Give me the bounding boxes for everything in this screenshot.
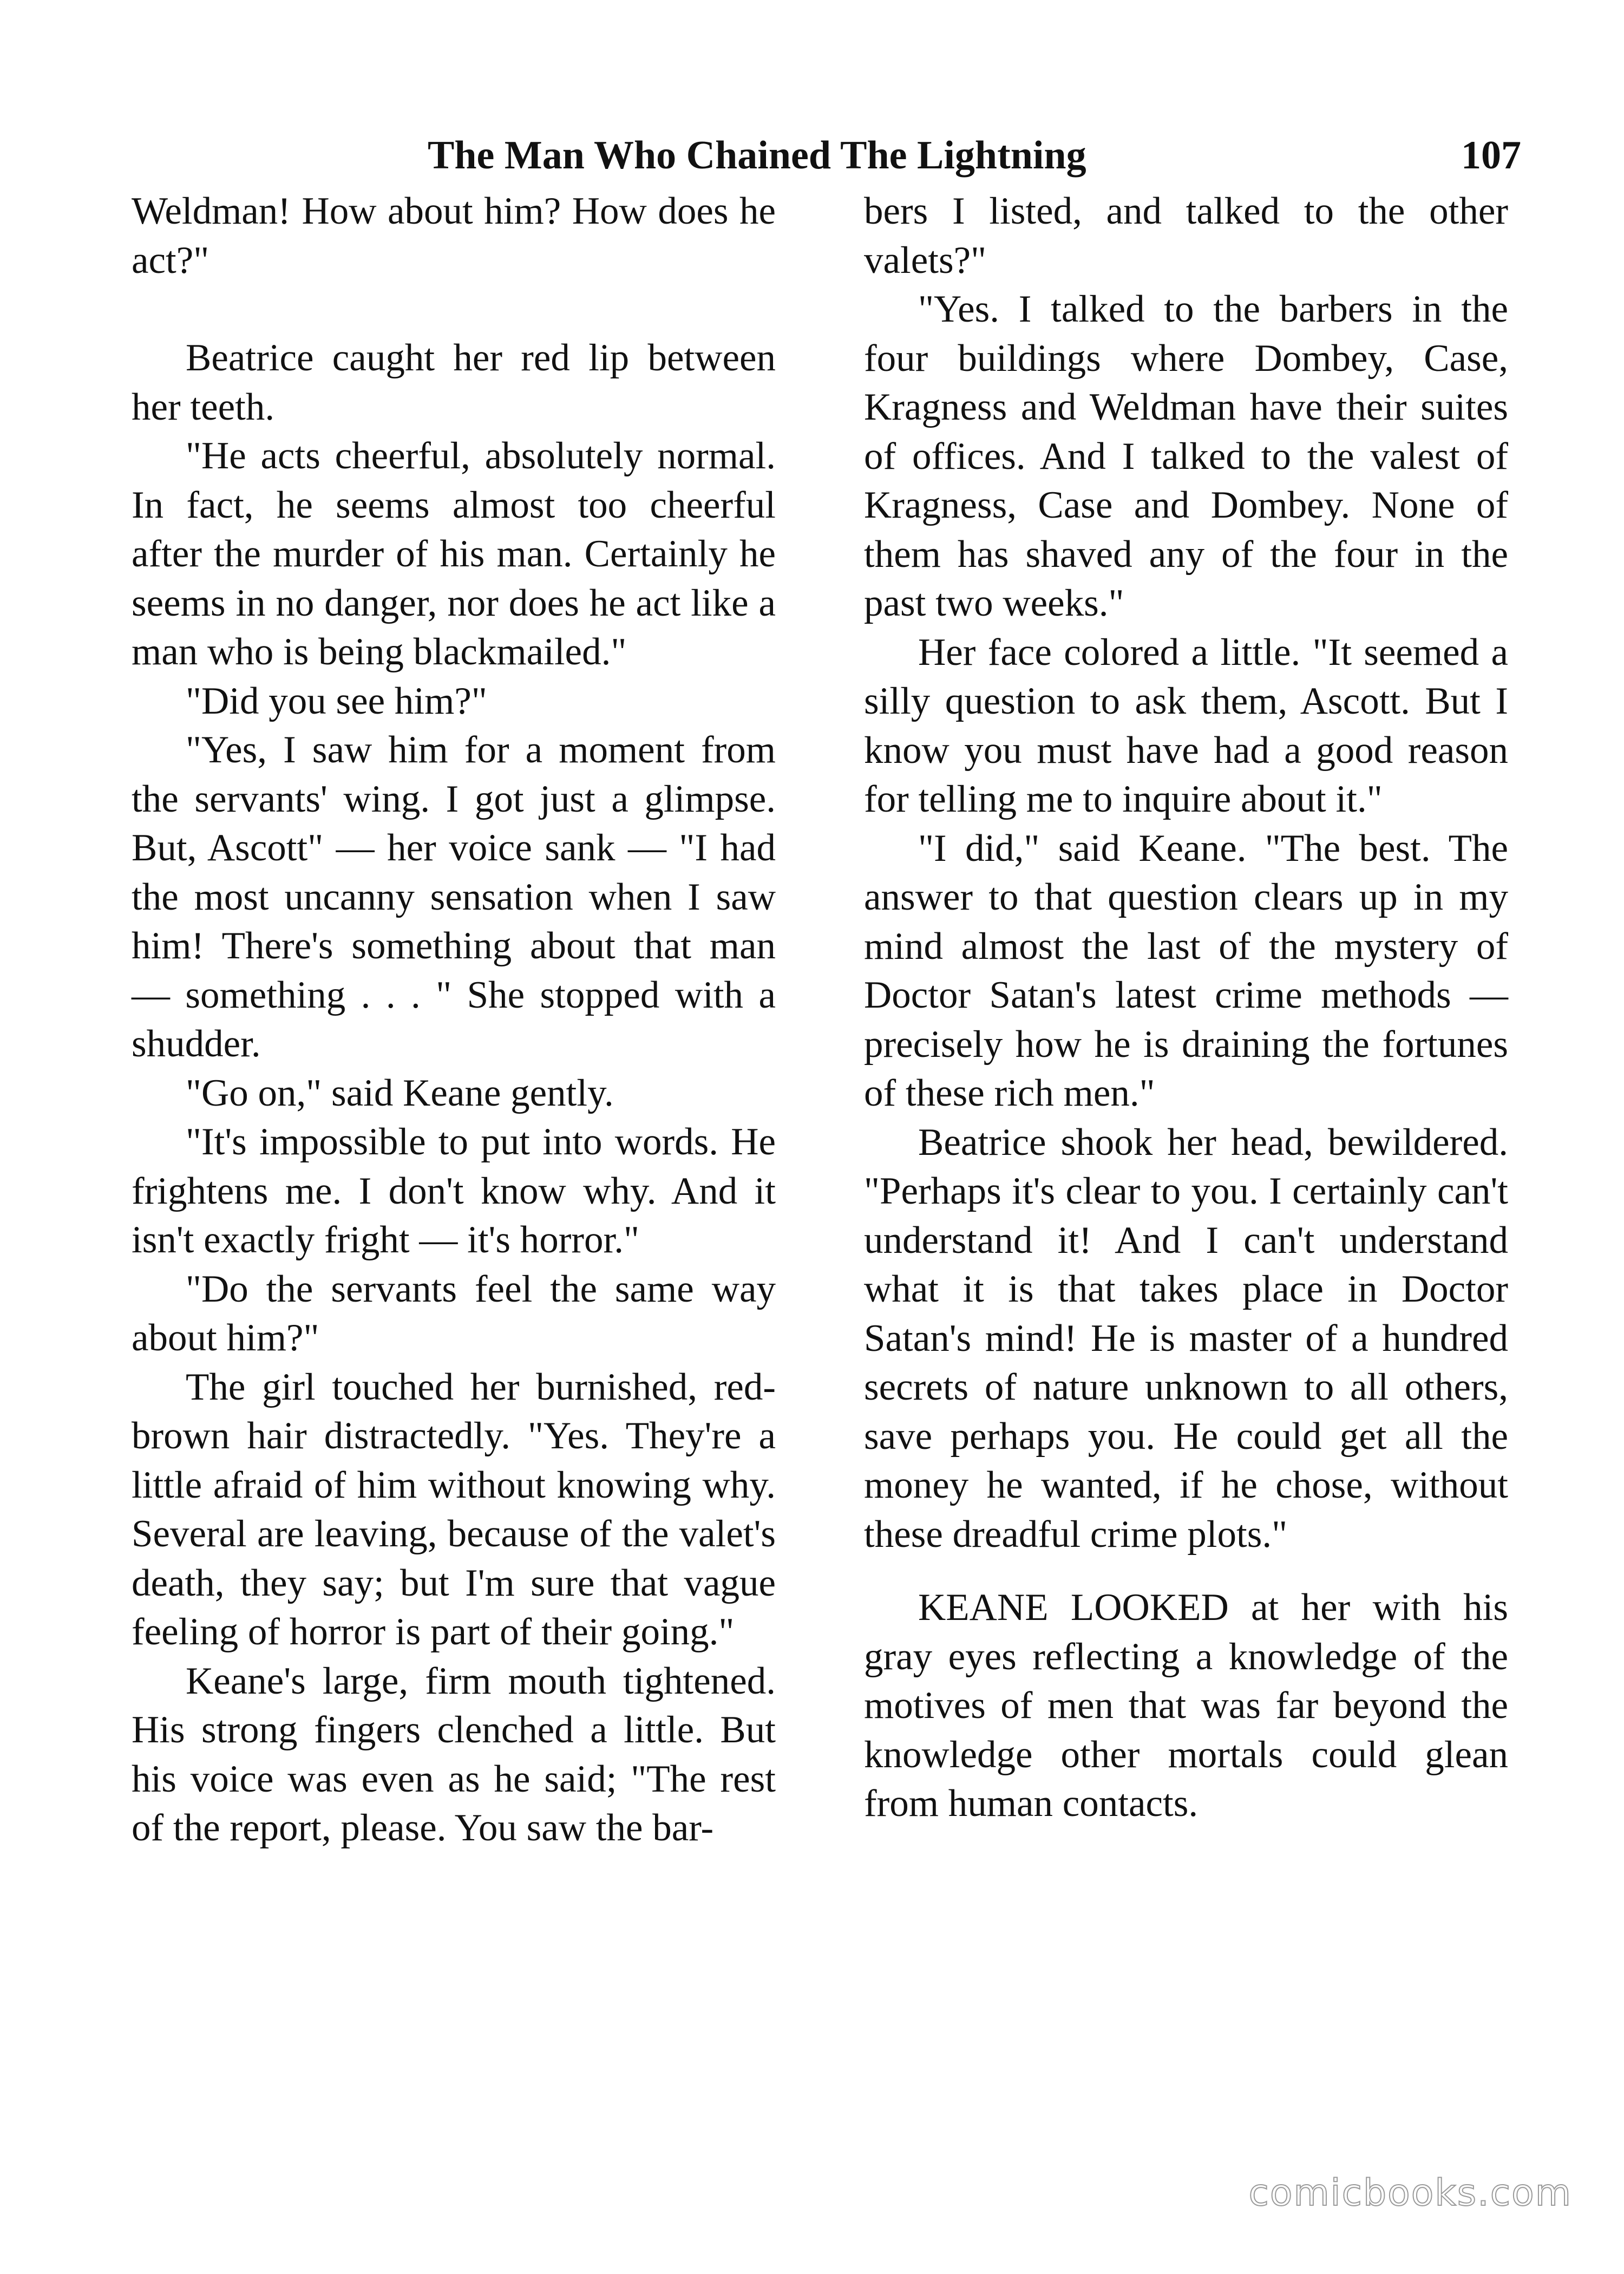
page-number: 107	[1461, 133, 1521, 178]
paragraph: "Go on," said Keane gently.	[186, 1071, 614, 1114]
running-title: The Man Who Chained The Lightning	[428, 133, 1086, 178]
watermark: comicbooks.com	[1248, 2172, 1572, 2214]
paragraph: Weldman! How about him? How does he act?"	[132, 190, 776, 282]
paragraph: The girl touched her burnished, red-brown hair distractedly. "Yes. They're a little afraid of him without knowing why. Several are leaving, because of the valet's death, they say; but I'm sure that vague feeling of horror is part of their going."	[132, 1365, 776, 1653]
paragraph: "It's impossible to put into words. He frightens me. I don't know why. And it isn't exactly fright — it's horror."	[132, 1121, 776, 1261]
paragraph: bers I listed, and talked to the other valets?"	[864, 190, 1508, 282]
paragraph: Keane's large, firm mouth tightened. His strong fingers clenched a little. But his voice was even as he said; "The rest of the report, please. You saw the bar-	[132, 1659, 776, 1849]
paragraph: Beatrice shook her head, bewildered. "Perhaps it's clear to you. I certainly can't understand it! And I can't understand what it is that takes place in Doctor Satan's mind! He is master of a hundred secrets of nature unknown to all others, save perhaps you. He could get all the money he wanted, if he chose, without these dreadful crime plots."	[864, 1121, 1508, 1556]
paragraph: Her face colored a little. "It seemed a silly question to ask them, Ascott. But I know you must have had a good reason for telling me to inquire about it."	[864, 631, 1508, 820]
right-column	[864, 187, 1508, 1828]
paragraph: "He acts cheerful, absolutely normal. In fact, he seems almost too cheerful after the murder of his man. Certainly he seems in no danger, nor does he act like a man who is being blackmailed."	[132, 435, 776, 673]
running-header	[428, 126, 1521, 185]
paragraph: "I did," said Keane. "The best. The answer to that question clears up in my mind almost the last of the mystery of Doctor Satan's latest crime methods — precisely how he is draining the fortunes of these rich men."	[864, 827, 1508, 1114]
left-column	[132, 187, 776, 1853]
paragraph: "Yes. I talked to the barbers in the four buildings where Dombey, Case, Kragness and Weldman have their suites of offices. And I talked to the valest of Kragness, Case and Dombey. None of them has shaved any of the four in the past two weeks."	[864, 288, 1508, 624]
paragraph: "Do the servants feel the same way about him?"	[132, 1267, 776, 1359]
paragraph: "Did you see him?"	[186, 679, 487, 722]
paragraph: Beatrice caught her red lip between her teeth.	[132, 337, 776, 428]
paragraph: "Yes, I saw him for a moment from the servants' wing. I got just a glimpse. But, Ascott" — her voice sank — "I had the most uncanny sensation when I saw him! There's something about that man — something . . . " She stopped with a shudder.	[132, 729, 776, 1065]
paragraph: KEANE LOOKED at her with his gray eyes reflecting a knowledge of the motives of men that was far beyond the knowledge other mortals could glean from human contacts.	[864, 1586, 1508, 1825]
